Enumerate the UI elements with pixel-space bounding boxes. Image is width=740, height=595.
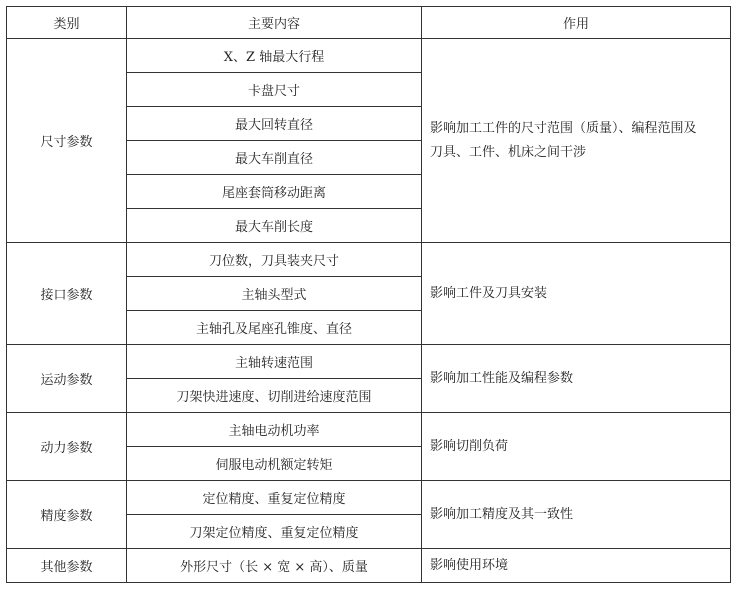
content-cell: 定位精度、重复定位精度 bbox=[127, 481, 422, 515]
lathe-parameter-table bbox=[6, 6, 731, 583]
category-cell: 精度参数 bbox=[7, 481, 127, 549]
effect-cell: 影响加工性能及编程参数 bbox=[422, 345, 731, 413]
content-cell: 最大回转直径 bbox=[127, 107, 422, 141]
content-cell: 尾座套筒移动距离 bbox=[127, 175, 422, 209]
effect-cell: 影响使用环境 bbox=[422, 549, 731, 583]
table-row bbox=[7, 243, 731, 277]
table-row bbox=[7, 549, 731, 583]
content-cell: 卡盘尺寸 bbox=[127, 73, 422, 107]
header-effect: 作用 bbox=[422, 7, 731, 39]
header-row bbox=[7, 7, 731, 39]
table-row bbox=[7, 39, 731, 73]
content-cell: 刀架定位精度、重复定位精度 bbox=[127, 515, 422, 549]
category-cell: 尺寸参数 bbox=[7, 39, 127, 243]
effect-cell: 影响切削负荷 bbox=[422, 413, 731, 481]
table-row bbox=[7, 481, 731, 515]
header-content: 主要内容 bbox=[127, 7, 422, 39]
table-row bbox=[7, 345, 731, 379]
effect-text: 影响加工工件的尺寸范围（质量）、编程范围及刀具、工件、机床之间干涉 bbox=[430, 120, 697, 160]
category-cell: 其他参数 bbox=[7, 549, 127, 583]
content-cell: 刀架快进速度、切削进给速度范围 bbox=[127, 379, 422, 413]
table-row bbox=[7, 413, 731, 447]
content-cell: 外形尺寸（长 × 宽 × 高）、质量 bbox=[127, 549, 422, 583]
effect-cell: 影响加工精度及其一致性 bbox=[422, 481, 731, 549]
content-cell: X、Z 轴最大行程 bbox=[127, 39, 422, 73]
content-cell: 最大车削长度 bbox=[127, 209, 422, 243]
content-cell: 刀位数，刀具装夹尺寸 bbox=[127, 243, 422, 277]
content-cell: 主轴孔及尾座孔锥度、直径 bbox=[127, 311, 422, 345]
effect-cell bbox=[422, 39, 731, 243]
content-cell: 主轴头型式 bbox=[127, 277, 422, 311]
category-cell: 接口参数 bbox=[7, 243, 127, 345]
content-cell: 主轴转速范围 bbox=[127, 345, 422, 379]
header-category: 类别 bbox=[7, 7, 127, 39]
effect-cell: 影响工件及刀具安装 bbox=[422, 243, 731, 345]
category-cell: 动力参数 bbox=[7, 413, 127, 481]
content-cell: 伺服电动机额定转矩 bbox=[127, 447, 422, 481]
spec-table-container bbox=[6, 6, 731, 583]
content-cell: 主轴电动机功率 bbox=[127, 413, 422, 447]
content-cell: 最大车削直径 bbox=[127, 141, 422, 175]
category-cell: 运动参数 bbox=[7, 345, 127, 413]
